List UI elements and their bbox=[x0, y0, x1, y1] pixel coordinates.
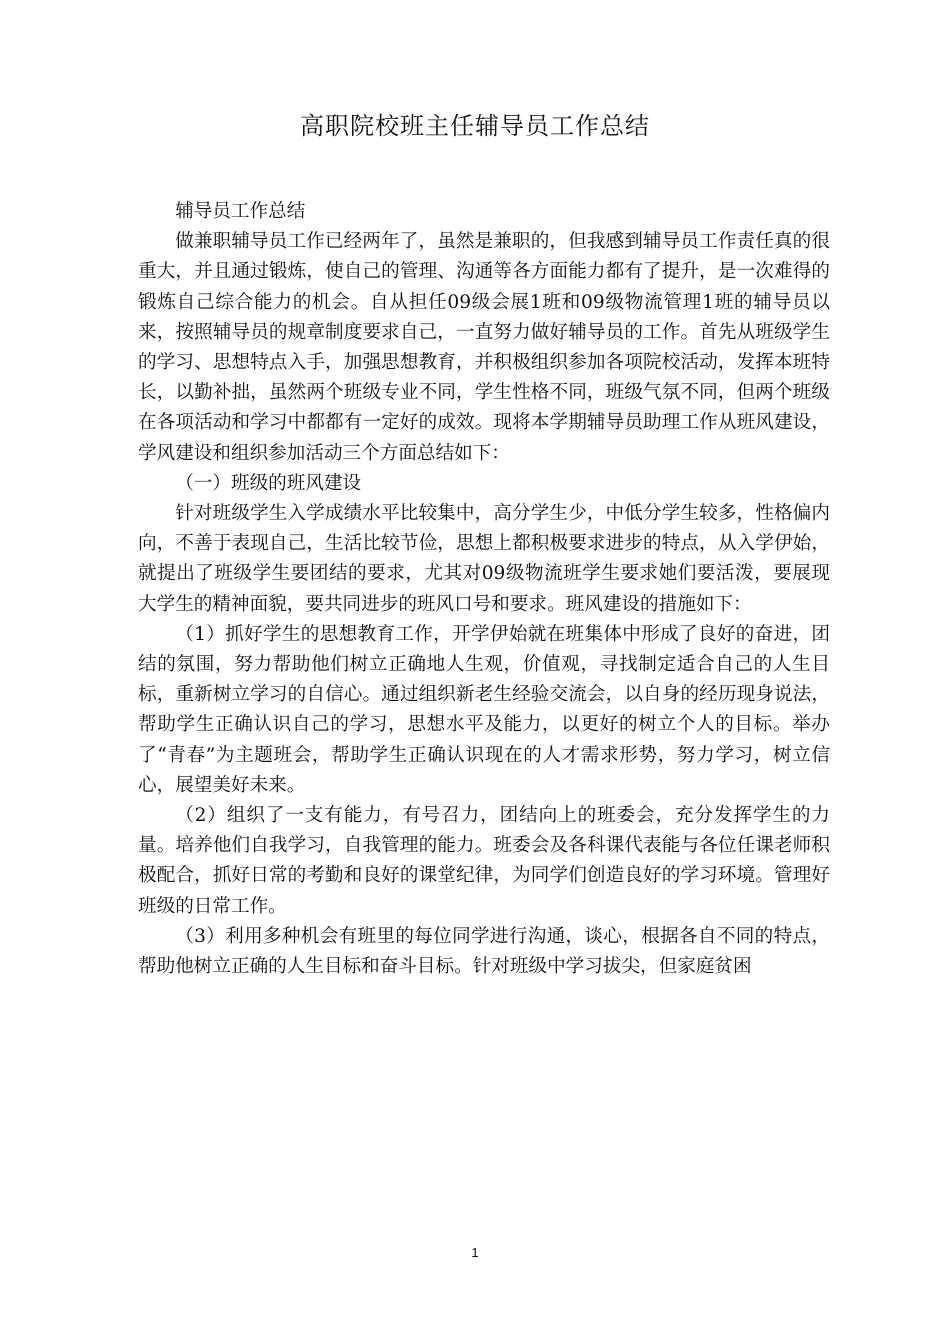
paragraph-item-2: （2）组织了一支有能力，有号召力，团结向上的班委会，充分发挥学生的力量。培养他们自我学习，自我管理的能力。班委会及各科课代表能与各位任课老师积极配合，抓好日常的考勤和良好的课堂纪律，为同学们创造良好的学习环境。管理好班级的日常工作。 bbox=[138, 805, 830, 917]
page-number: 1 bbox=[471, 1245, 479, 1260]
paragraph-item-3: （3）利用多种机会有班里的每位同学进行沟通，谈心，根据各自不同的特点，帮助他树立正确的人生目标和奋斗目标。针对班级中学习拔尖，但家庭贫困 bbox=[138, 925, 830, 978]
section-heading-class-style: （一）班级的班风建设 bbox=[175, 472, 362, 494]
document-title: 高职院校班主任辅导员工作总结 bbox=[300, 112, 650, 140]
paragraph-heading: 辅导员工作总结 bbox=[175, 201, 306, 222]
paragraph-class-style: 针对班级学生入学成绩水平比较集中，高分学生少，中低分学生较多，性格偏内向，不善于表现自己，生活比较节俭，思想上都积极要求进步的特点，从入学伊始，就提出了班级学生要团结的要求，尤其对09级物流班学生要求她们要活泼，要展现大学生的精神面貌，要共同进步的班风口号和要求。班风建设的措施如下： bbox=[138, 503, 830, 615]
paragraph-intro: 做兼职辅导员工作已经两年了，虽然是兼职的，但我感到辅导员工作责任真的很重大，并且通过锻炼，使自己的管理、沟通等各方面能力都有了提升，是一次难得的锻炼自己综合能力的机会。自从担任09级会展1班和09级物流管理1班的辅导员以来，按照辅导员的规章制度要求自己，一直努力做好辅导员的工作。首先从班级学生的学习、思想特点入手，加强思想教育，并积极组织参加各项院校活动，发挥本班特长，以勤补拙，虽然两个班级专业不同，学生性格不同，班级气氛不同，但两个班级在各项活动和学习中都都有一定好的成效。现将本学期辅导员助理工作从班风建设，学风建设和组织参加活动三个方面总结如下： bbox=[138, 231, 830, 464]
document-body bbox=[138, 197, 830, 982]
paragraph-item-1: （1）抓好学生的思想教育工作，开学伊始就在班集体中形成了良好的奋进，团结的氛围，努力帮助他们树立正确地人生观，价值观，寻找制定适合自己的人生目标，重新树立学习的自信心。通过组织新老生经验交流会，以自身的经历现身说法，帮助学生正确认识自己的学习，思想水平及能力，以更好的树立个人的目标。举办了“青春”为主题班会，帮助学生正确认识现在的人才需求形势，努力学习，树立信心，展望美好未来。 bbox=[138, 623, 830, 796]
